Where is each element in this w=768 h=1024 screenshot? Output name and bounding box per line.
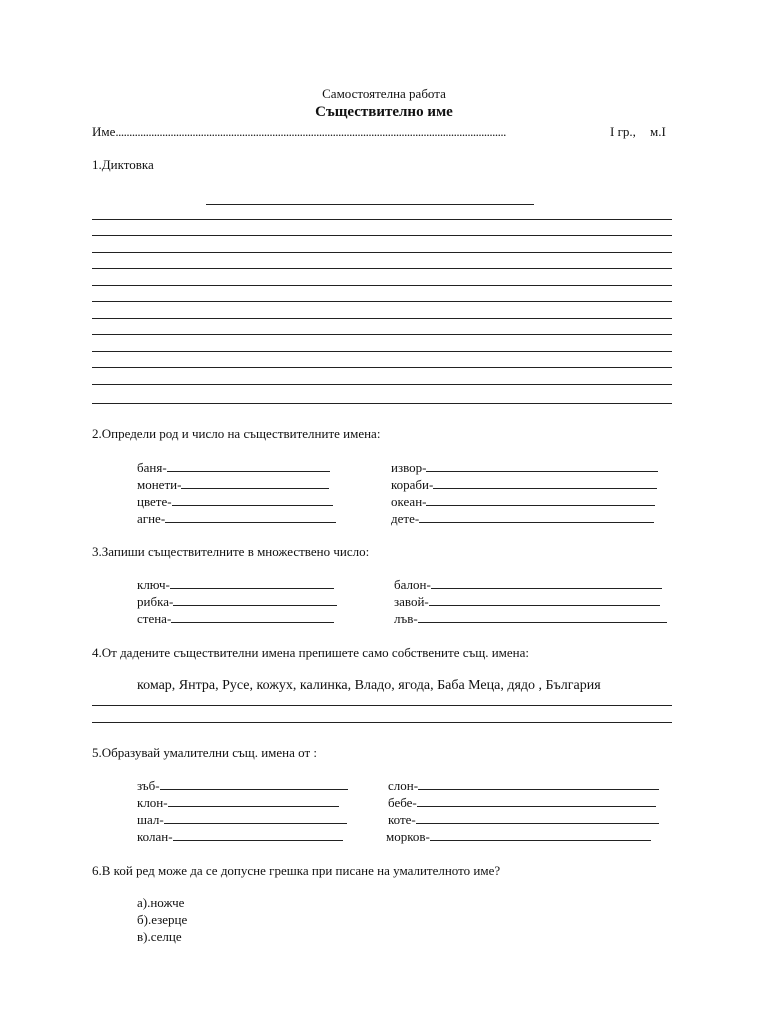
q5-left-item: колан- bbox=[137, 829, 343, 845]
answer-blank[interactable] bbox=[433, 477, 657, 489]
answer-blank[interactable] bbox=[173, 829, 343, 841]
dictation-title-line[interactable] bbox=[206, 204, 534, 205]
answer-blank[interactable] bbox=[419, 511, 654, 523]
q5-right-item: морков- bbox=[386, 829, 651, 845]
answer-blank[interactable] bbox=[165, 511, 336, 523]
dictation-line[interactable] bbox=[92, 318, 672, 319]
q2-right-item: извор- bbox=[391, 460, 658, 476]
q2-right-item: океан- bbox=[391, 494, 655, 510]
page-title: Съществително име bbox=[315, 104, 453, 120]
q2-right-item: кораби- bbox=[391, 477, 657, 493]
answer-blank[interactable] bbox=[418, 778, 659, 790]
q4-word-list: комар, Янтра, Русе, кожух, калинка, Владо, ягода, Баба Меца, дядо , България bbox=[137, 678, 601, 693]
q2-left-item: монети- bbox=[137, 477, 329, 493]
q5-right-item: бебе- bbox=[388, 795, 656, 811]
class-label: м.I bbox=[650, 124, 666, 139]
answer-blank[interactable] bbox=[417, 795, 656, 807]
answer-blank[interactable] bbox=[167, 460, 330, 472]
name-label: Име bbox=[92, 124, 116, 139]
q4-answer-line[interactable] bbox=[92, 722, 672, 723]
q4-title: 4.От дадените съществителни имена препишете само собствените същ. имена: bbox=[92, 645, 530, 660]
q6-option-a[interactable]: а).ножче bbox=[137, 895, 185, 910]
q3-left-item: рибка- bbox=[137, 594, 337, 610]
answer-blank[interactable] bbox=[171, 611, 334, 623]
q5-right-item: слон- bbox=[388, 778, 659, 794]
q2-left-item: баня- bbox=[137, 460, 330, 476]
answer-blank[interactable] bbox=[429, 594, 660, 606]
q5-right-item: коте- bbox=[388, 812, 659, 828]
q2-left-item: цвете- bbox=[137, 494, 333, 510]
dictation-line[interactable] bbox=[92, 252, 672, 253]
name-row bbox=[92, 124, 506, 140]
dictation-line[interactable] bbox=[92, 235, 672, 236]
answer-blank[interactable] bbox=[164, 812, 347, 824]
q6-option-b[interactable]: б).езерце bbox=[137, 912, 188, 927]
answer-blank[interactable] bbox=[168, 795, 339, 807]
q2-right-item: дете- bbox=[391, 511, 654, 527]
q6-title: 6.В кой ред може да се допусне грешка при писане на умалителното име? bbox=[92, 863, 501, 878]
q3-left-item: стена- bbox=[137, 611, 334, 627]
q5-left-item: клон- bbox=[137, 795, 339, 811]
q5-title: 5.Образувай умалителни същ. имена от : bbox=[92, 745, 318, 760]
q3-title: 3.Запиши съществителните в множествено число: bbox=[92, 544, 370, 559]
answer-blank[interactable] bbox=[170, 577, 334, 589]
q2-left-item: агне- bbox=[137, 511, 336, 527]
answer-blank[interactable] bbox=[173, 594, 337, 606]
answer-blank[interactable] bbox=[416, 812, 659, 824]
answer-blank[interactable] bbox=[426, 460, 658, 472]
grade-label: I гр., bbox=[610, 124, 636, 139]
q4-answer-line[interactable] bbox=[92, 705, 672, 706]
dictation-line[interactable] bbox=[92, 351, 672, 352]
q3-right-item: балон- bbox=[394, 577, 662, 593]
dictation-line[interactable] bbox=[92, 334, 672, 335]
q5-left-item: шал- bbox=[137, 812, 347, 828]
dictation-line[interactable] bbox=[92, 301, 672, 302]
answer-blank[interactable] bbox=[172, 494, 333, 506]
dictation-line[interactable] bbox=[92, 268, 672, 269]
answer-blank[interactable] bbox=[418, 611, 667, 623]
answer-blank[interactable] bbox=[426, 494, 655, 506]
name-field[interactable]: .............................................................................................................................................. bbox=[115, 124, 506, 139]
q2-title: 2.Определи род и число на съществителните имена: bbox=[92, 426, 381, 441]
dictation-line[interactable] bbox=[92, 285, 672, 286]
dictation-line[interactable] bbox=[92, 384, 672, 385]
q3-right-item: завой- bbox=[394, 594, 660, 610]
q3-left-item: ключ- bbox=[137, 577, 334, 593]
answer-blank[interactable] bbox=[181, 477, 329, 489]
q3-right-item: лъв- bbox=[394, 611, 667, 627]
q6-option-c[interactable]: в).селце bbox=[137, 929, 182, 944]
answer-blank[interactable] bbox=[430, 829, 651, 841]
answer-blank[interactable] bbox=[160, 778, 348, 790]
answer-blank[interactable] bbox=[431, 577, 662, 589]
dictation-line[interactable] bbox=[92, 219, 672, 220]
q5-left-item: зъб- bbox=[137, 778, 348, 794]
dictation-line[interactable] bbox=[92, 367, 672, 368]
q1-title: 1.Диктовка bbox=[92, 157, 154, 172]
subtitle: Самостоятелна работа bbox=[322, 86, 446, 101]
dictation-line[interactable] bbox=[92, 403, 672, 404]
